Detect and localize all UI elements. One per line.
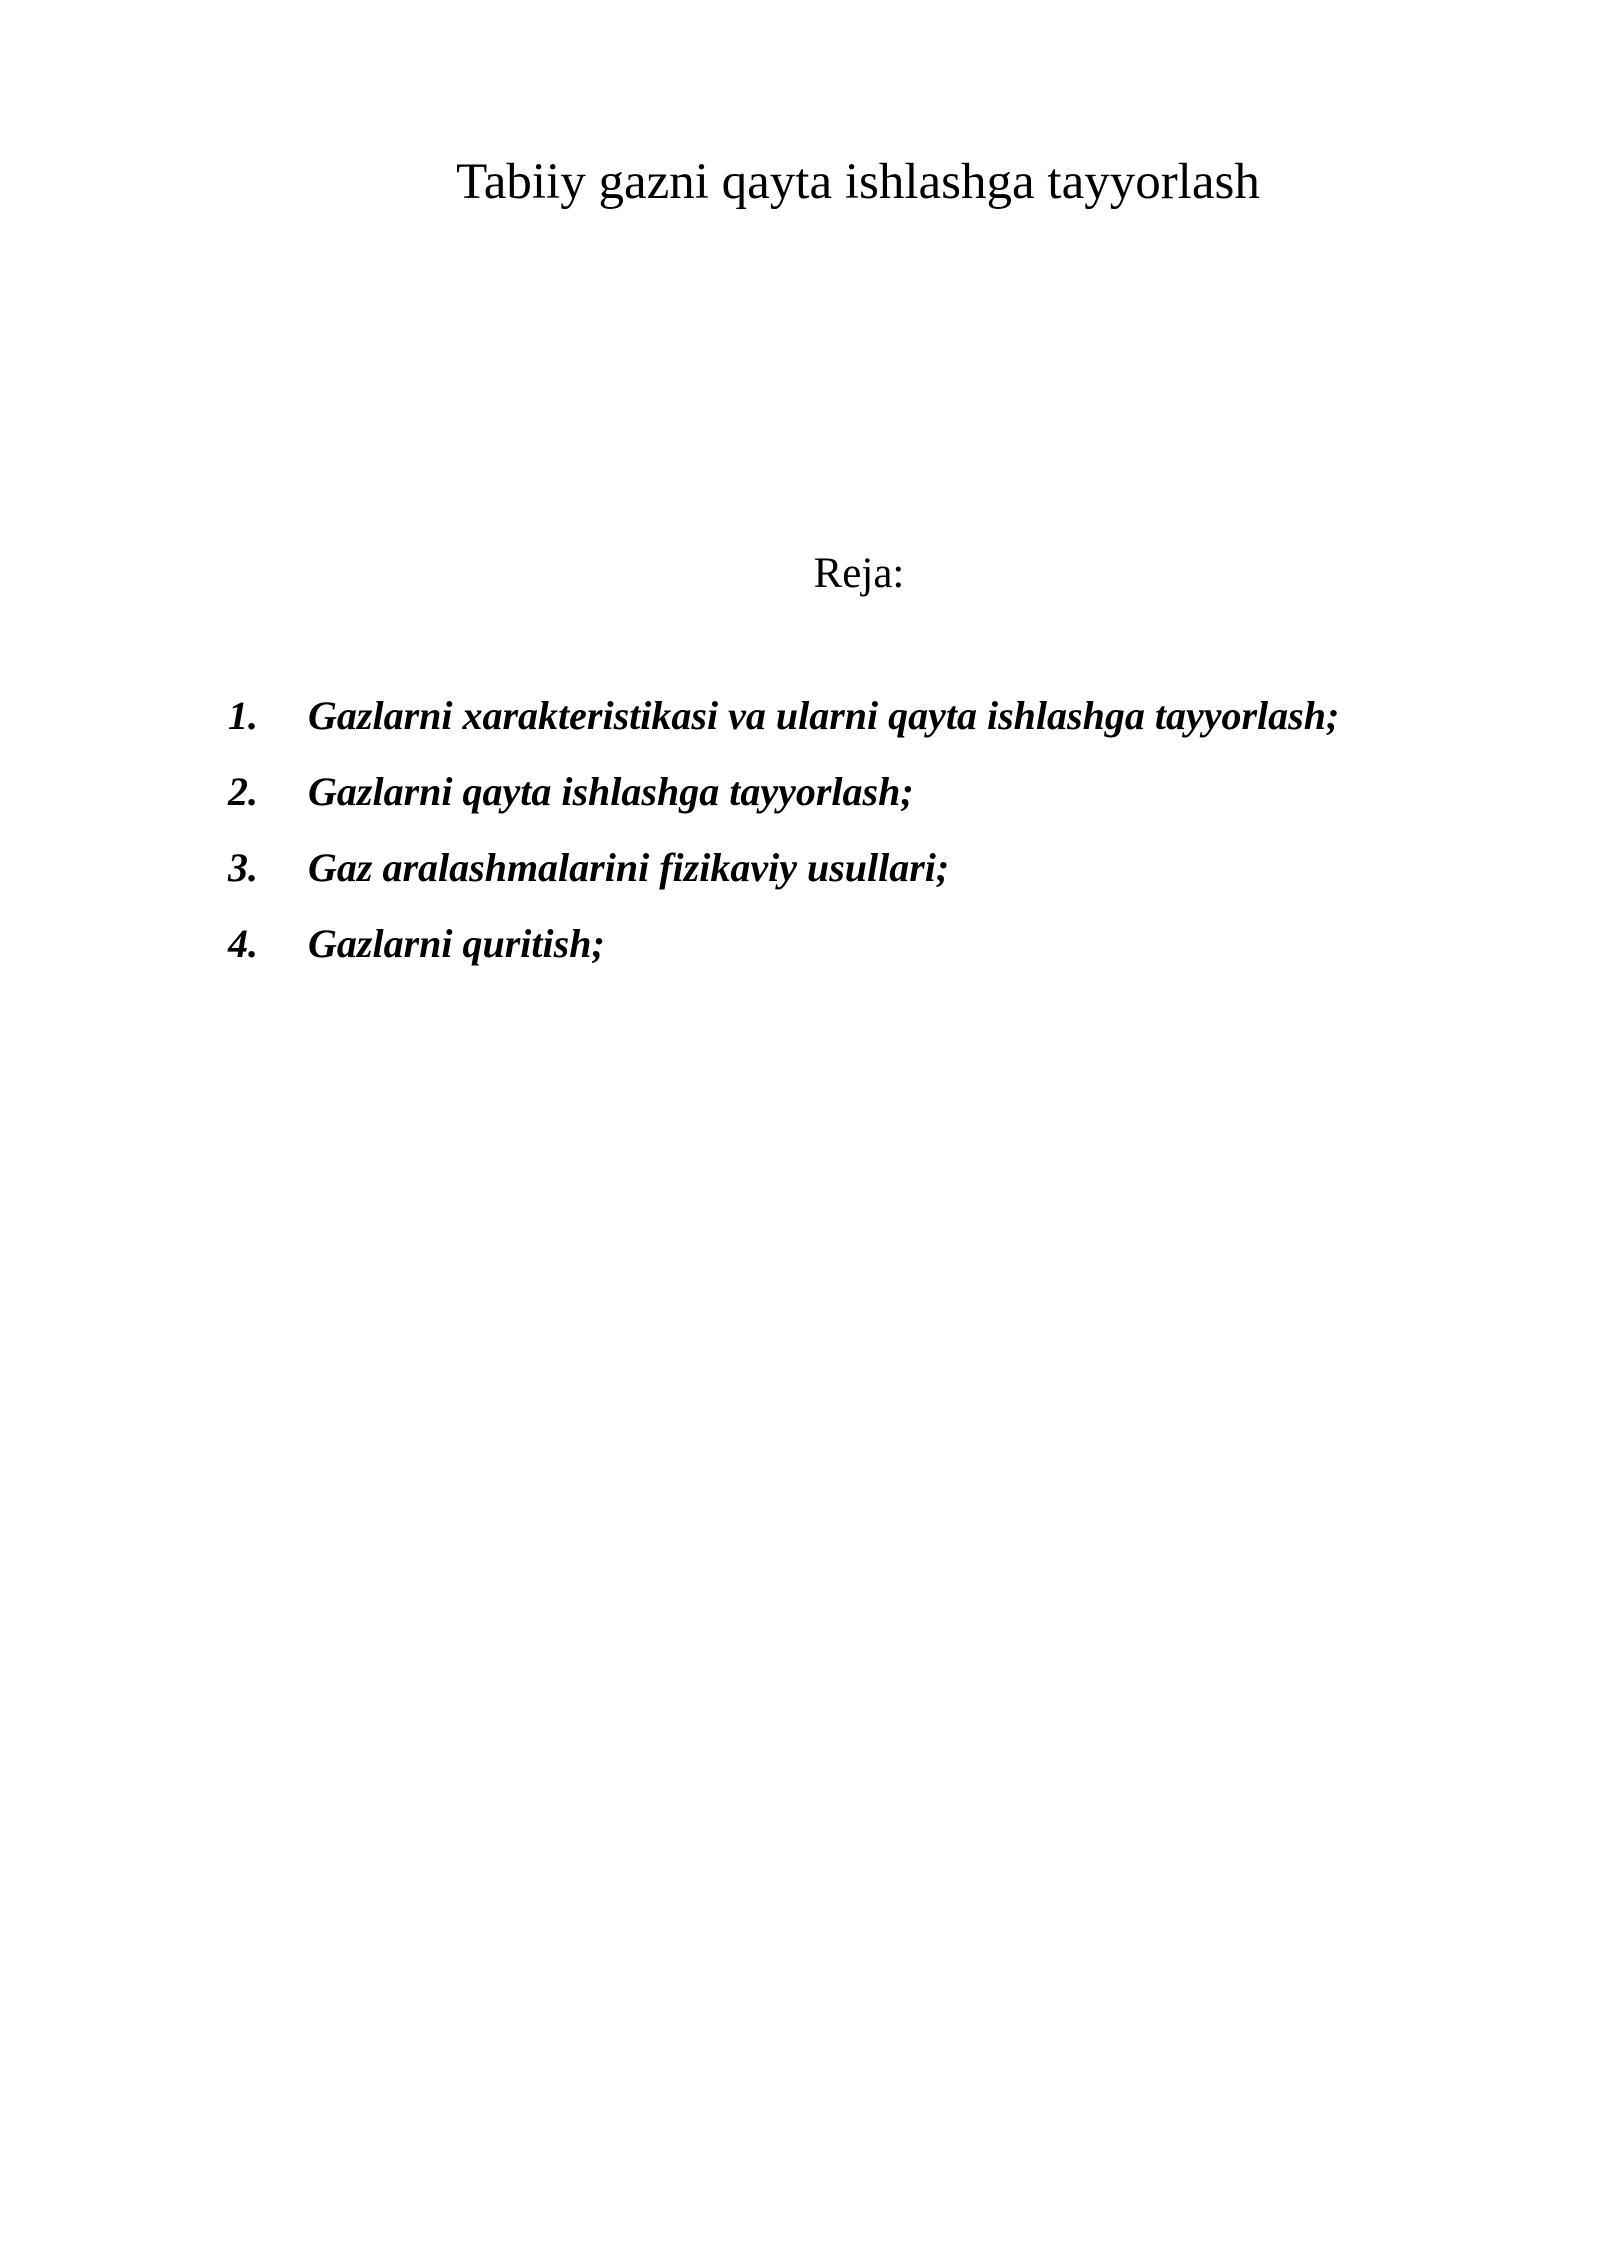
plan-item-text: Gazlarni qayta ishlashga tayyorlash; bbox=[308, 769, 914, 814]
plan-list bbox=[228, 692, 1339, 996]
document-title: Tabiiy gazni qayta ishlashga tayyorlash bbox=[456, 154, 1260, 210]
plan-item-text: Gazlarni xarakteristikasi va ularni qayta ishlashga tayyorlash; bbox=[308, 693, 1340, 738]
plan-item-number: 1. bbox=[228, 693, 258, 738]
plan-item-text: Gaz aralashmalarini fizikaviy usullari; bbox=[308, 845, 950, 890]
plan-item-text: Gazlarni quritish; bbox=[308, 921, 605, 966]
plan-item bbox=[228, 920, 1339, 996]
plan-item bbox=[228, 768, 1339, 844]
plan-item bbox=[228, 692, 1339, 768]
plan-item-number: 4. bbox=[228, 921, 258, 966]
plan-heading: Reja: bbox=[813, 550, 905, 597]
plan-item-number: 2. bbox=[228, 769, 258, 814]
plan-item bbox=[228, 844, 1339, 920]
plan-item-number: 3. bbox=[228, 845, 258, 890]
